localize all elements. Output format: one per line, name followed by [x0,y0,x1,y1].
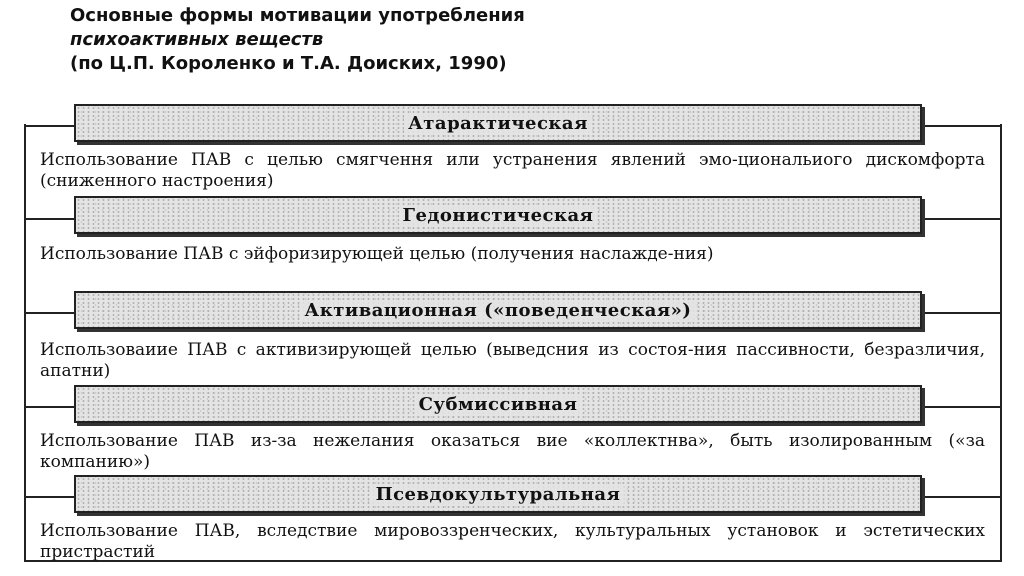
title-line-2: психоактивных веществ [70,29,324,50]
document-title [70,4,770,76]
form-name: Гедонистическая [399,205,598,226]
form-description: Использование ПАВ с целью смягчення или устранения явлений эмо-циональиого дискомфорта (сниженного настроения) [40,150,985,191]
form-description: Использование ПАВ, вследствие мировоззренческих, культуральных установок и эстетических пристрастий [40,521,985,562]
title-line-1: Основные формы мотивации употребления [70,5,525,26]
form-name: Псевдокультуральная [372,484,625,505]
form-description: Использоваиие ПАВ с активизирующей целью (выведсния из состоя-ния пассивности, безразличия, апатни) [40,340,985,381]
form-name: Атарактическая [404,113,592,134]
form-box-ataractic [74,104,922,142]
form-box-activation [74,291,922,329]
form-box-hedonistic [74,196,922,234]
title-line-3: (по Ц.П. Короленко и Т.А. Доиских, 1990) [70,53,507,74]
form-box-submissive [74,385,922,423]
form-description: Использование ПАВ с эйфоризирующей целью (получения наслажде-ния) [40,244,714,264]
form-name: Субмиссивная [415,394,582,415]
form-name: Активационная («поведенческая») [301,300,696,321]
form-description: Использование ПАВ из-за нежелания оказаться вие «коллектнва», быть изолированным («за компанию») [40,431,985,472]
form-box-pseudocultural [74,475,922,513]
